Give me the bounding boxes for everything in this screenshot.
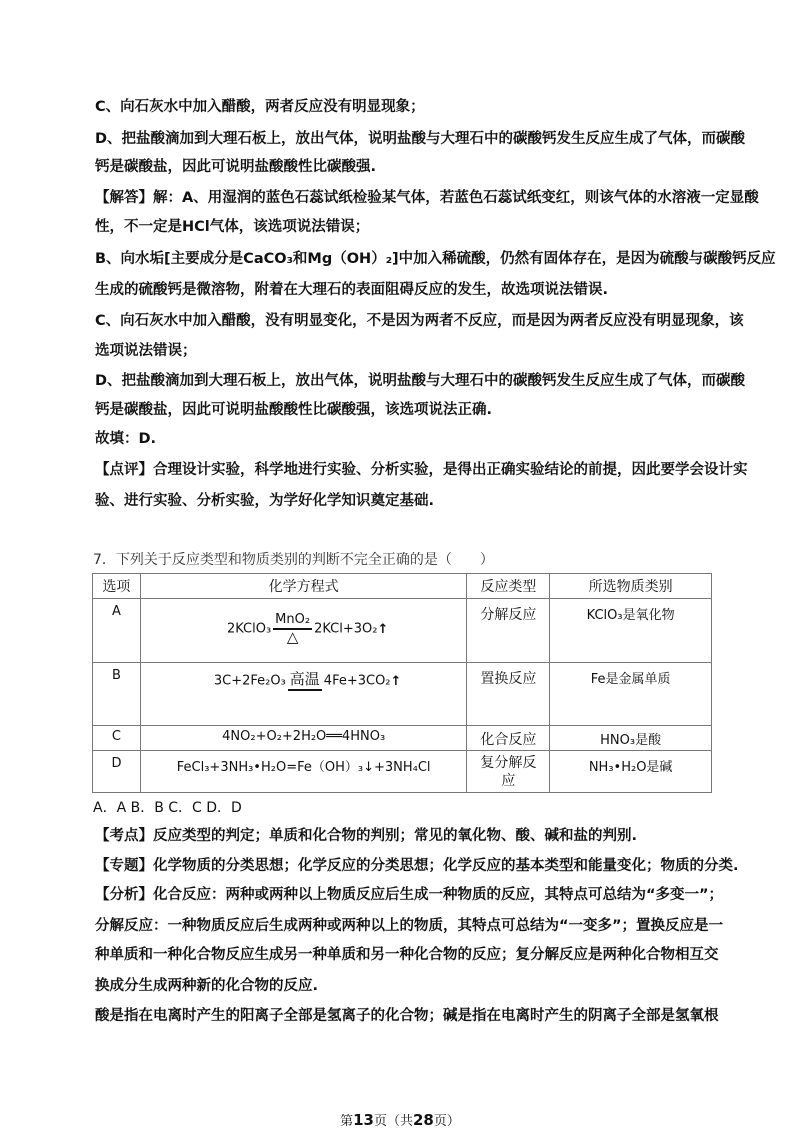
class-cell: Fe是金属单质 — [550, 663, 712, 726]
text-line: 选项说法错误； — [95, 343, 197, 359]
equation-cell: 4NO₂+O₂+2H₂O══4HNO₃ — [140, 726, 467, 751]
reaction-condition — [288, 671, 322, 691]
equation-cell — [140, 599, 467, 663]
class-cell: NH₃•H₂O是碱 — [550, 751, 712, 793]
option-cell: A — [93, 599, 141, 663]
equation-cell: FeCl₃+3NH₃•H₂O=Fe（OH）₃↓+3NH₄Cl — [140, 751, 467, 793]
text-line: B、向水垢[主要成分是CaCO₃和Mg（OH）₂]中加入稀硫酸，仍然有固体存在，是因为硫酸与碳酸钙反应 — [95, 251, 776, 267]
equation-cell — [140, 663, 467, 726]
text-line: C、向石灰水中加入醋酸，两者反应没有明显现象； — [95, 99, 425, 115]
option-cell: B — [93, 663, 141, 726]
page-number: 13 — [353, 1111, 374, 1129]
header-cell: 反应类型 — [467, 574, 550, 599]
class-cell: HNO₃是酸 — [550, 726, 712, 751]
text-line: 生成的硫酸钙是微溶物，附着在大理石的表面阻碍反应的发生，故选项说法错误. — [95, 282, 609, 298]
text-line: 【考点】反应类型的判定；单质和化合物的判别；常见的氧化物、酸、碱和盐的判别. — [95, 828, 638, 844]
text-line: 钙是碳酸盐，因此可说明盐酸酸性比碳酸强，该选项说法正确. — [95, 402, 493, 418]
answer-choices: A．A B．B C．C D．D — [93, 800, 242, 816]
condition-bar — [288, 689, 322, 691]
text-line: 分解反应：一种物质反应后生成两种或两种以上的物质，其特点可总结为“一变多”；置换反应是一 — [95, 918, 724, 934]
footer-pre: 第 — [340, 1114, 354, 1129]
condition-top: MnO₂ — [275, 612, 311, 627]
text-line: 性，不一定是HCl气体，该选项说法错误； — [95, 219, 370, 235]
text-line: D、把盐酸滴加到大理石板上，放出气体，说明盐酸与大理石中的碳酸钙发生反应生成了气体，而碳酸 — [95, 373, 746, 389]
footer-mid: 页（共 — [373, 1114, 413, 1129]
footer-post: 页） — [433, 1114, 460, 1129]
page-footer — [0, 1110, 800, 1129]
gas-arrow-icon: ↑ — [377, 621, 389, 637]
header-cell: 选项 — [93, 574, 141, 599]
text-line: C、向石灰水中加入醋酸，没有明显变化，不是因为两者不反应，而是因为两者反应没有明显现象，该 — [95, 313, 744, 329]
total-pages: 28 — [413, 1111, 434, 1129]
text-line: D、把盐酸滴加到大理石板上，放出气体，说明盐酸与大理石中的碳酸钙发生反应生成了气体，而碳酸 — [95, 131, 746, 147]
equation-left: 2KClO₃ — [226, 621, 272, 637]
option-cell: D — [93, 751, 141, 793]
class-cell: KClO₃是氧化物 — [550, 599, 712, 663]
gas-arrow-icon: ↑ — [390, 673, 402, 689]
text-line: 【专题】化学物质的分类思想；化学反应的分类思想；化学反应的基本类型和能量变化；物质的分类. — [95, 858, 739, 874]
table-row — [93, 599, 712, 663]
text-line: 换成分生成两种新的化合物的反应. — [95, 978, 319, 994]
reaction-type-cell: 复分解反应 — [467, 751, 550, 793]
equation-left: 3C+2Fe₂O₃ — [213, 673, 286, 689]
text-line: 验、进行实验、分析实验，为学好化学知识奠定基础. — [95, 493, 435, 509]
condition-bottom: △ — [286, 628, 299, 646]
text-line: 酸是指在电离时产生的阳离子全部是氢离子的化合物；碱是指在电离时产生的阴离子全部是氢氧根 — [95, 1008, 719, 1024]
header-cell: 所选物质类别 — [550, 574, 712, 599]
table-row — [93, 726, 712, 751]
table-header-row — [93, 574, 712, 599]
reaction-type-cell: 分解反应 — [467, 599, 550, 663]
answer-table — [92, 573, 712, 793]
table-row — [93, 751, 712, 793]
text-line: 【点评】合理设计实验，科学地进行实验、分析实验，是得出正确实验结论的前提，因此要学会设计实 — [95, 462, 748, 478]
condition-top: 高温 — [289, 670, 320, 688]
option-cell: C — [93, 726, 141, 751]
equation-right: 2KCl+3O₂ — [314, 621, 378, 637]
text-line: 【解答】解：A、用湿润的蓝色石蕊试纸检验某气体，若蓝色石蕊试纸变红，则该气体的水溶液一定显酸 — [95, 190, 759, 206]
header-cell: 化学方程式 — [140, 574, 467, 599]
table-row — [93, 663, 712, 726]
text-line: 故填：D. — [95, 431, 157, 447]
equation-right: 4Fe+3CO₂ — [323, 673, 391, 689]
question-title: 7．下列关于反应类型和物质类别的判断不完全正确的是（ ） — [93, 552, 494, 568]
text-line: 种单质和一种化合物反应生成另一种单质和另一种化合物的反应；复分解反应是两种化合物相互交 — [95, 947, 719, 963]
reaction-type-cell: 化合反应 — [467, 726, 550, 751]
reaction-type-cell: 置换反应 — [467, 663, 550, 726]
text-line: 【分析】化合反应：两种或两种以上物质反应后生成一种物质的反应，其特点可总结为“多变一”； — [95, 887, 724, 903]
reaction-condition — [273, 613, 312, 645]
text-line: 钙是碳酸盐，因此可说明盐酸酸性比碳酸强. — [95, 159, 377, 175]
